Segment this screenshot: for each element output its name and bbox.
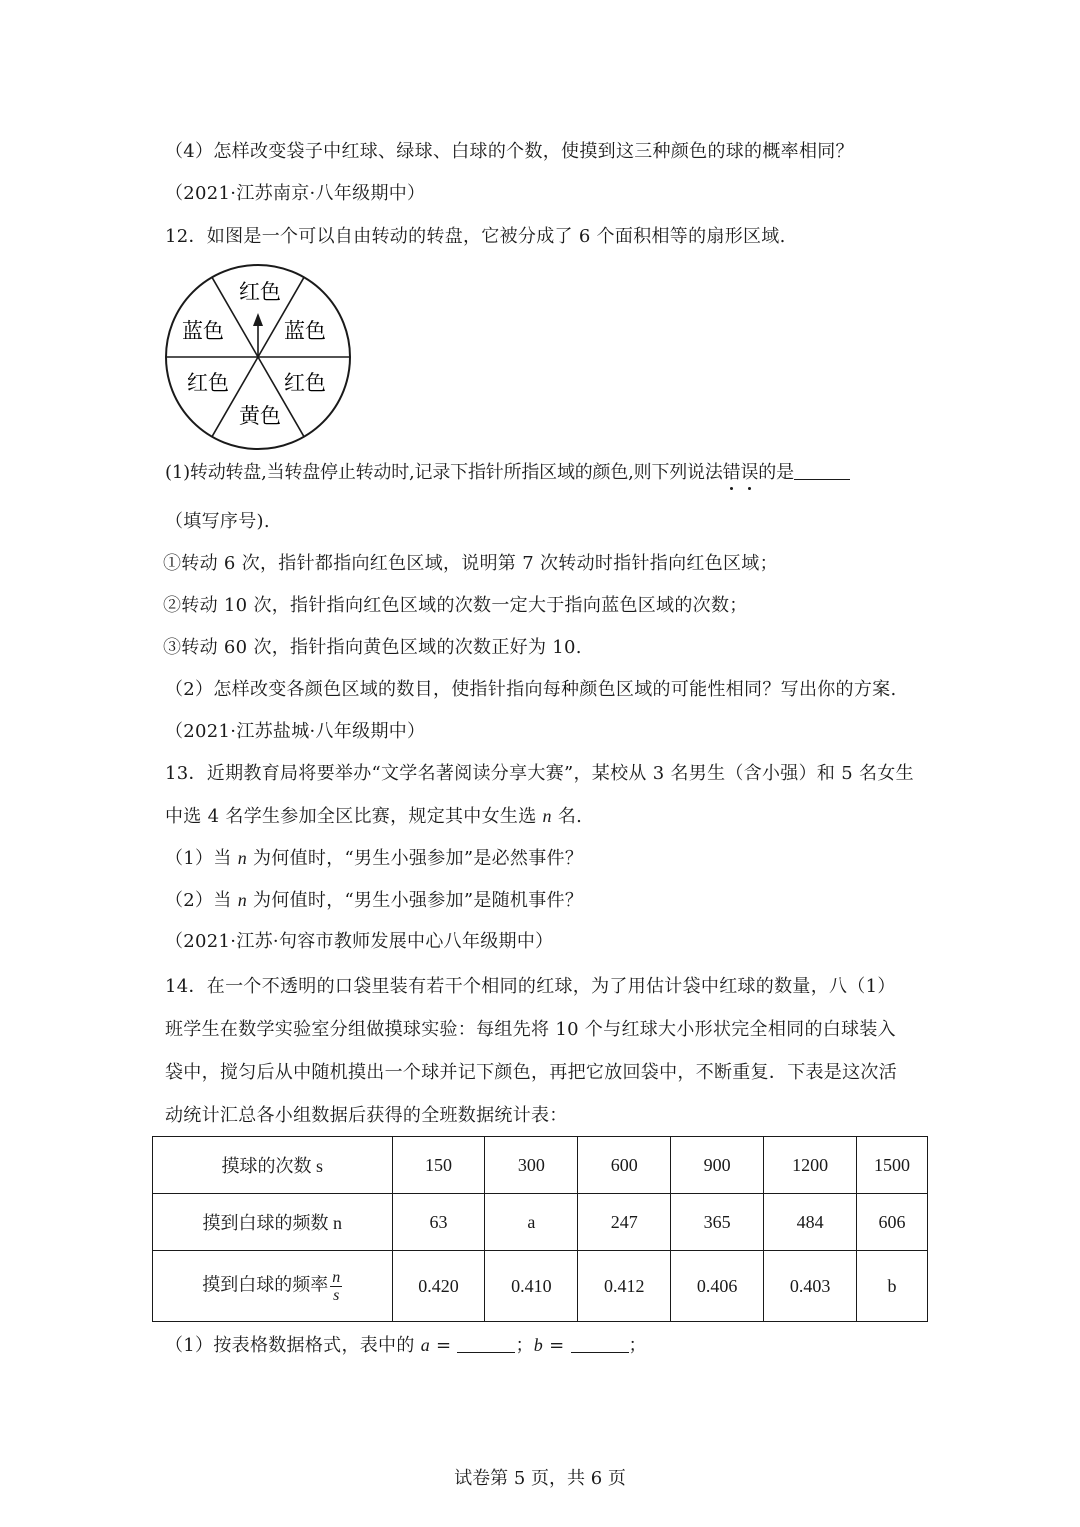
answer-blank-a[interactable]	[457, 1334, 515, 1353]
q11-part4: （4）怎样改变袋子中红球、绿球、白球的个数，使摸到这三种颜色的球的概率相同？	[165, 141, 854, 162]
q14-stem-line4: 动统计汇总各小组数据后获得的全班数据统计表：	[165, 1105, 568, 1126]
row-header-draws: 摸球的次数 s	[153, 1137, 393, 1194]
q12-option-2: ②转动 10 次，指针指向红色区域的次数一定大于指向蓝色区域的次数；	[163, 595, 748, 616]
q14-part1: （1）按表格数据格式，表中的 a = ；b = ；	[165, 1335, 647, 1356]
sector-label-top: 红色	[239, 280, 281, 304]
sector-label-bottom: 黄色	[239, 404, 281, 428]
source-q13: （2021·江苏盐城·八年级期中）	[165, 721, 426, 742]
page-footer: 试卷第 5 页，共 6 页	[454, 1468, 626, 1489]
answer-blank-b[interactable]	[571, 1334, 629, 1353]
table-cell: 600	[578, 1137, 671, 1194]
q12-part1: (1)转动转盘,当转盘停止转动时,记录下指针所指区域的颜色,则下列说法错误的是	[165, 461, 850, 485]
sector-label-upper-right: 蓝色	[284, 319, 326, 343]
row-header-white-frequency: 摸到白球的频率 $\frac{n}{s}$	[153, 1251, 393, 1322]
table-cell: 0.406	[671, 1251, 764, 1322]
q12-option-3: ③转动 60 次，指针指向黄色区域的次数正好为 10.	[163, 637, 582, 658]
table-cell: 484	[764, 1194, 857, 1251]
table-cell: 300	[485, 1137, 578, 1194]
sector-label-upper-left: 蓝色	[182, 319, 224, 343]
frequency-table	[152, 1136, 928, 1322]
source-q14: （2021·江苏·句容市教师发展中心八年级期中）	[165, 931, 554, 952]
table-cell: 0.403	[764, 1251, 857, 1322]
table-cell: 365	[671, 1194, 764, 1251]
answer-blank-q12[interactable]	[794, 461, 850, 480]
sector-label-lower-left: 红色	[187, 371, 229, 395]
table-cell: a	[485, 1194, 578, 1251]
table-row	[153, 1251, 928, 1322]
q14-stem-line2: 班学生在数学实验室分组做摸球实验：每组先将 10 个与红球大小形状完全相同的白球装入	[165, 1019, 896, 1040]
row-header-white-count: 摸到白球的频数 n	[153, 1194, 393, 1251]
q14-stem-line1: 14．在一个不透明的口袋里装有若干个相同的红球，为了用估计袋中红球的数量，八（1）	[165, 976, 896, 997]
source-q12: （2021·江苏南京·八年级期中）	[165, 183, 426, 204]
table-cell: 0.412	[578, 1251, 671, 1322]
table-cell: b	[857, 1251, 928, 1322]
table-cell: 1500	[857, 1137, 928, 1194]
table-cell: 63	[392, 1194, 485, 1251]
table-cell: 606	[857, 1194, 928, 1251]
q13-part2: （2）当 n 为何值时，“男生小强参加”是随机事件？	[165, 890, 584, 911]
table-cell: 1200	[764, 1137, 857, 1194]
fraction-n-over-s: $\frac{n}{s}$	[332, 1268, 341, 1304]
table-cell: 0.410	[485, 1251, 578, 1322]
table-cell: 247	[578, 1194, 671, 1251]
table-cell: 0.420	[392, 1251, 485, 1322]
sector-label-lower-right: 红色	[284, 371, 326, 395]
q13-part1: （1）当 n 为何值时，“男生小强参加”是必然事件？	[165, 848, 584, 869]
q12-option-1: ①转动 6 次，指针都指向红色区域，说明第 7 次转动时指针指向红色区域；	[163, 553, 778, 574]
spinner-wheel	[164, 263, 352, 451]
q14-stem-line3: 袋中，搅匀后从中随机摸出一个球并记下颜色，再把它放回袋中，不断重复．下表是这次活	[165, 1062, 897, 1083]
q12-fill-hint: （填写序号).	[165, 511, 270, 532]
q13-stem-line1: 13．近期教育局将要举办“文学名著阅读分享大赛”，某校从 3 名男生（含小强）和 5 名女生	[165, 763, 914, 784]
q13-stem-line2: 中选 4 名学生参加全区比赛，规定其中女生选 n 名.	[165, 806, 583, 827]
table-row	[153, 1137, 928, 1194]
table-cell: 900	[671, 1137, 764, 1194]
table-cell: 150	[392, 1137, 485, 1194]
q12-part2: （2）怎样改变各颜色区域的数目，使指针指向每种颜色区域的可能性相同？写出你的方案.	[165, 679, 897, 700]
q12-stem: 12．如图是一个可以自由转动的转盘，它被分成了 6 个面积相等的扇形区域.	[165, 226, 786, 247]
table-row	[153, 1194, 928, 1251]
